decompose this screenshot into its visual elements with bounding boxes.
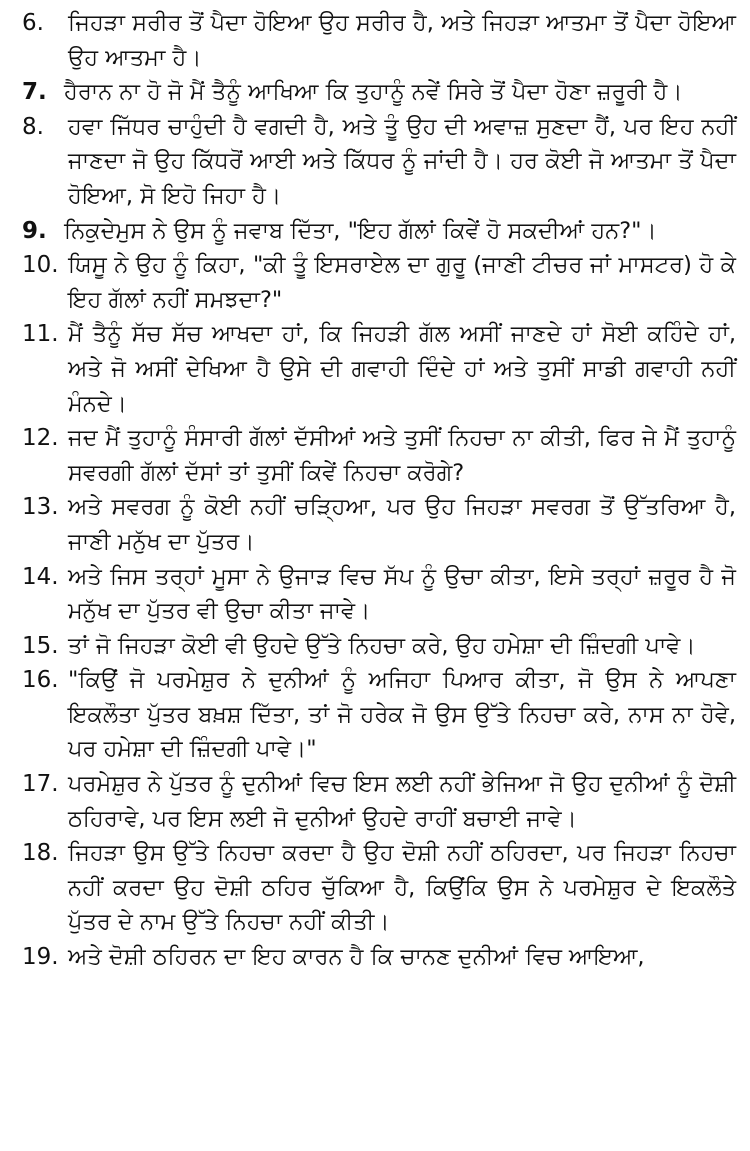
verse-number: 8. (22, 113, 44, 140)
verse-text: ਹਵਾ ਜਿੱਧਰ ਚਾਹੁੰਦੀ ਹੈ ਵਗਦੀ ਹੈ, ਅਤੇ ਤੂੰ ਉਹ ਦੀ ਅਵਾਜ਼ ਸੁਣਦਾ ਹੈਂ, ਪਰ ਇਹ ਨਹੀਂ ਜਾਣਦਾ ਜੋ ਉਹ ਕਿੱਧਰੋਂ ਆਈ ਅਤੇ ਕਿੱਧਰ ਨੂੰ ਜਾਂਦੀ ਹੈ। ਹਰ ਕੋਈ ਜੋ ਆਤਮਾ ਤੋਂ ਪੈਦਾ ਹੋਇਆ, ਸੋ ਇਹੋ ਜਿਹਾ ਹੈ। (68, 113, 736, 209)
verse-14 (22, 560, 736, 629)
verse-number: 6. (22, 10, 44, 36)
verse-number: 18. (22, 840, 59, 867)
verse-number: 13. (22, 494, 59, 521)
verse-13 (22, 490, 736, 559)
verse-text: ਪਰਮੇਸ਼ੁਰ ਨੇ ਪੁੱਤਰ ਨੂੰ ਦੁਨੀਆਂ ਵਿਚ ਇਸ ਲਈ ਨਹੀਂ ਭੇਜਿਆ ਜੋ ਉਹ ਦੁਨੀਆਂ ਨੂੰ ਦੋਸ਼ੀ ਠਹਿਰਾਵੇ, ਪਰ ਇਸ ਲਈ ਜੋ ਦੁਨੀਆਂ ਉਹਦੇ ਰਾਹੀਂ ਬਚਾਈ ਜਾਵੇ। (68, 771, 736, 832)
verse-text: ਅਤੇ ਦੋਸ਼ੀ ਠਹਿਰਨ ਦਾ ਇਹ ਕਾਰਨ ਹੈ ਕਿ ਚਾਨਣ ਦੁਨੀਆਂ ਵਿਚ ਆਇਆ, (68, 944, 645, 971)
verse-16 (22, 663, 736, 767)
verse-number: 17. (22, 771, 59, 798)
verse-number: 19. (22, 944, 59, 971)
verse-text: "ਕਿਉਂ ਜੋ ਪਰਮੇਸ਼ੁਰ ਨੇ ਦੁਨੀਆਂ ਨੂੰ ਅਜਿਹਾ ਪਿਆਰ ਕੀਤਾ, ਜੋ ਉਸ ਨੇ ਆਪਣਾ ਇਕਲੌਤਾ ਪੁੱਤਰ ਬਖ਼ਸ਼ ਦਿੱਤਾ, ਤਾਂ ਜੋ ਹਰੇਕ ਜੋ ਉਸ ਉੱਤੇ ਨਿਹਚਾ ਕਰੇ, ਨਾਸ ਨਾ ਹੋਵੇ, ਪਰ ਹਮੇਸ਼ਾ ਦੀ ਜ਼ਿੰਦਗੀ ਪਾਵੇ।" (68, 667, 736, 763)
verse-number: 12. (22, 425, 59, 452)
verse-6 (22, 6, 736, 75)
verse-text: ਜਦ ਮੈਂ ਤੁਹਾਨੂੰ ਸੰਸਾਰੀ ਗੱਲਾਂ ਦੱਸੀਆਂ ਅਤੇ ਤੁਸੀਂ ਨਿਹਚਾ ਨਾ ਕੀਤੀ, ਫਿਰ ਜੇ ਮੈਂ ਤੁਹਾਨੂੰ ਸਵਰਗੀ ਗੱਲਾਂ ਦੱਸਾਂ ਤਾਂ ਤੁਸੀਂ ਕਿਵੇਂ ਨਿਹਚਾ ਕਰੋਗੇ? (68, 425, 736, 486)
verse-17 (22, 767, 736, 836)
verse-number: 11. (22, 321, 59, 348)
verse-text: ਨਿਕੁਦੇਮੁਸ ਨੇ ਉਸ ਨੂੰ ਜਵਾਬ ਦਿੱਤਾ, "ਇਹ ਗੱਲਾਂ ਕਿਵੇਂ ਹੋ ਸਕਦੀਆਂ ਹਨ?"। (64, 217, 657, 244)
verse-number: 9. (22, 217, 47, 244)
verse-19 (22, 940, 736, 975)
verse-text: ਹੈਰਾਨ ਨਾ ਹੋ ਜੋ ਮੈਂ ਤੈਨੂੰ ਆਖਿਆ ਕਿ ਤੁਹਾਨੂੰ ਨਵੇਂ ਸਿਰੇ ਤੋਂ ਪੈਦਾ ਹੋਣਾ ਜ਼ਰੂਰੀ ਹੈ। (64, 79, 683, 106)
verse-12 (22, 421, 736, 490)
verse-8 (22, 110, 736, 214)
verse-text: ਯਿਸੂ ਨੇ ਉਹ ਨੂੰ ਕਿਹਾ, "ਕੀ ਤੂੰ ਇਸਰਾਏਲ ਦਾ ਗੁਰੂ (ਜਾਣੀ ਟੀਚਰ ਜਾਂ ਮਾਸਟਰ) ਹੋ ਕੇ ਇਹ ਗੱਲਾਂ ਨਹੀਂ ਸਮਝਦਾ?" (68, 252, 736, 313)
verse-text: ਅਤੇ ਸਵਰਗ ਨੂੰ ਕੋਈ ਨਹੀਂ ਚੜ੍ਹਿਆ, ਪਰ ਉਹ ਜਿਹੜਾ ਸਵਰਗ ਤੋਂ ਉੱਤਰਿਆ ਹੈ, ਜਾਣੀ ਮਨੁੱਖ ਦਾ ਪੁੱਤਰ। (68, 494, 736, 555)
verse-number: 15. (22, 632, 59, 659)
verse-text: ਤਾਂ ਜੋ ਜਿਹੜਾ ਕੋਈ ਵੀ ਉਹਦੇ ਉੱਤੇ ਨਿਹਚਾ ਕਰੇ, ਉਹ ਹਮੇਸ਼ਾ ਦੀ ਜ਼ਿੰਦਗੀ ਪਾਵੇ। (68, 632, 696, 659)
verse-text: ਜਿਹੜਾ ਉਸ ਉੱਤੇ ਨਿਹਚਾ ਕਰਦਾ ਹੈ ਉਹ ਦੋਸ਼ੀ ਨਹੀਂ ਠਹਿਰਦਾ, ਪਰ ਜਿਹੜਾ ਨਿਹਚਾ ਨਹੀਂ ਕਰਦਾ ਉਹ ਦੋਸ਼ੀ ਠਹਿਰ ਚੁੱਕਿਆ ਹੈ, ਕਿਉਂਕਿ ਉਸ ਨੇ ਪਰਮੇਸ਼ੁਰ ਦੇ ਇਕਲੌਤੇ ਪੁੱਤਰ ਦੇ ਨਾਮ ਉੱਤੇ ਨਿਹਚਾ ਨਹੀਂ ਕੀਤੀ। (68, 840, 736, 936)
verse-number: 7. (22, 79, 47, 106)
verse-10 (22, 248, 736, 317)
verse-15 (22, 629, 736, 664)
verse-number: 14. (22, 563, 59, 590)
verse-number: 10. (22, 252, 59, 279)
verse-11 (22, 317, 736, 421)
verse-18 (22, 836, 736, 940)
verse-text: ਮੈਂ ਤੈਨੂੰ ਸੱਚ ਸੱਚ ਆਖਦਾ ਹਾਂ, ਕਿ ਜਿਹੜੀ ਗੱਲ ਅਸੀਂ ਜਾਣਦੇ ਹਾਂ ਸੋਈ ਕਹਿੰਦੇ ਹਾਂ, ਅਤੇ ਜੋ ਅਸੀਂ ਦੇਖਿਆ ਹੈ ਉਸੇ ਦੀ ਗਵਾਹੀ ਦਿੰਦੇ ਹਾਂ ਅਤੇ ਤੁਸੀਂ ਸਾਡੀ ਗਵਾਹੀ ਨਹੀਂ ਮੰਨਦੇ। (68, 321, 736, 417)
verse-number: 16. (22, 667, 59, 694)
verse-9 (22, 214, 736, 249)
verse-7 (22, 75, 736, 110)
verse-text: ਅਤੇ ਜਿਸ ਤਰ੍ਹਾਂ ਮੂਸਾ ਨੇ ਉਜਾੜ ਵਿਚ ਸੱਪ ਨੂੰ ਉਚਾ ਕੀਤਾ, ਇਸੇ ਤਰ੍ਹਾਂ ਜ਼ਰੂਰ ਹੈ ਜੋ ਮਨੁੱਖ ਦਾ ਪੁੱਤਰ ਵੀ ਉਚਾ ਕੀਤਾ ਜਾਵੇ। (68, 563, 736, 625)
verse-text: ਜਿਹੜਾ ਸਰੀਰ ਤੋਂ ਪੈਦਾ ਹੋਇਆ ਉਹ ਸਰੀਰ ਹੈ, ਅਤੇ ਜਿਹੜਾ ਆਤਮਾ ਤੋਂ ਪੈਦਾ ਹੋਇਆ ਉਹ ਆਤਮਾ ਹੈ। (68, 10, 736, 71)
